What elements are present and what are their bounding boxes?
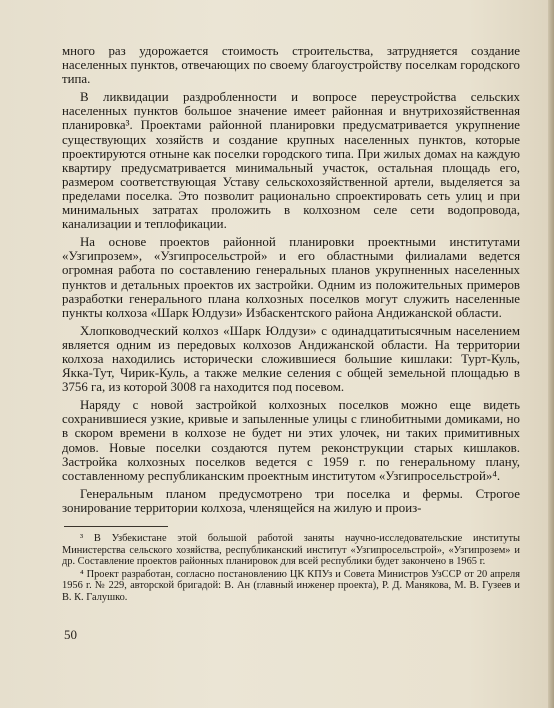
footnotes	[62, 533, 520, 604]
footnote: ³ В Узбекистане этой большой работой заняты научно-исследовательские институты Министерства сельского хозяйства, республиканский институт «Узгипросельстрой», «Узгипрозем» и др. Составление проектов районных планировок для всей республики будет закончено в 1965 г.	[62, 533, 520, 568]
paragraph: На основе проектов районной планировки проектными институтами «Узгипрозем», «Узгипросельстрой» и его областными филиалами ведется огромная работа по составлению генеральных планов укрупненных населенных пунктов и детальных проектов их застройки. Одним из положительных примеров разработки генерального плана колхозных поселков могут служить населенные пункты колхоза «Шарк Юлдузи» Избаскентского района Андижанской области.	[62, 235, 520, 320]
paragraph-continuation: много раз удорожается стоимость строительства, затрудняется создание населенных пунктов, отвечающих по своему благоустройству поселкам городского типа.	[62, 44, 520, 87]
paragraph: Хлопководческий колхоз «Шарк Юлдузи» с одинадцатитысячным населением является одним из передовых колхозов Андижанской области. На территории колхоза находились исторически сложившиеся большие кишлаки: Турт-Куль, Якка-Тут, Чирик-Куль, а также мелкие селения с общей земельной площадью в 3756 га, из которой 3008 га находится под посевом.	[62, 323, 520, 395]
page-number: 50	[64, 627, 77, 642]
paragraph: В ликвидации раздробленности и вопросе переустройства сельских населенных пунктов большое значение имеет районная и внутрихозяйственная планировка³. Проектами районной планировки предусматривается укрупнение существующих хозяйств и создание крупных населенных пунктов, которые проектируются отныне как поселки городского типа. При жилых домах на каждую квартиру предусматривается минимальный участок, остальная площадь его, размером соответствующая Уставу сельскохозяйственной артели, выделяется за пределами поселка. Это позволит рационально спроектировать сеть улиц и при минимальных затратах проложить в колхозном селе сети водопровода, канализации и теплофикации.	[62, 90, 520, 232]
paragraph: Наряду с новой застройкой колхозных поселков можно еще видеть сохранившиеся узкие, кривые и запыленные улицы с глинобитными домиками, но в скором времени в колхозе не будет ни этих улочек, ни таких примитивных домов. Новые поселки создаются путем реконструкции старых кишлаков. Застройка колхозных поселков ведется с 1959 г. по генеральному плану, составленному республиканским проектным институтом «Узгипросельстрой»⁴.	[62, 398, 520, 483]
paragraph: Генеральным планом предусмотрено три поселка и фермы. Строгое зонирование территории колхоза, членящейся на жилую и произ-	[62, 486, 520, 515]
footnote: ⁴ Проект разработан, согласно постановлению ЦК КПУз и Совета Министров УзССР от 20 апреля 1956 г. № 229, авторской бригадой: В. Ан (главный инженер проекта), Р. Д. Манякова, М. В. Гузеев и В. К. Галушко.	[62, 568, 520, 603]
footnote-separator	[64, 526, 168, 527]
main-text	[62, 44, 520, 515]
page-edge-shadow	[548, 0, 554, 708]
